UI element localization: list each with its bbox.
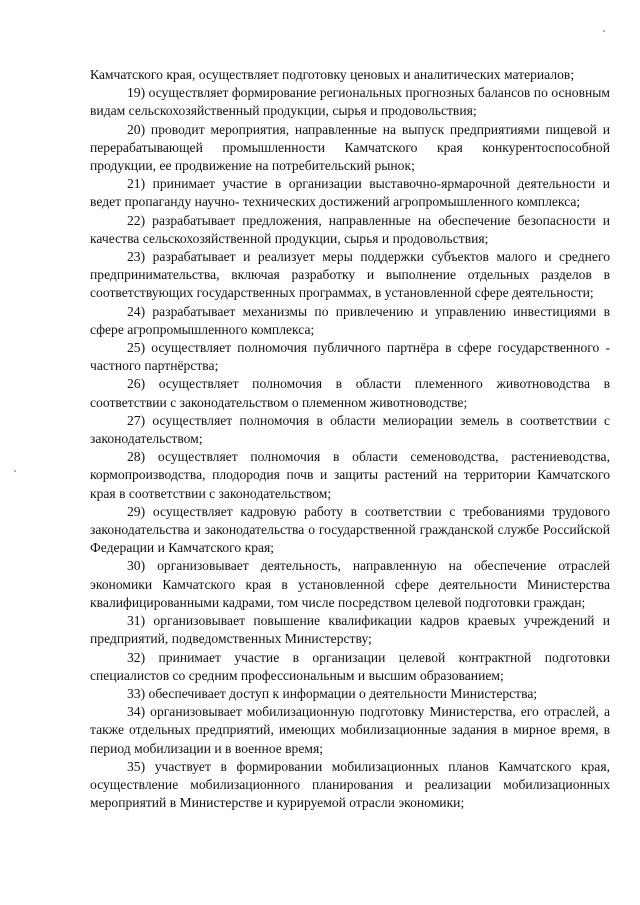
paragraph-item-19: 19) осуществляет формирование региональных прогнозных балансов по основным видам сельскохозяйственный продукции, сырья и продовольствия; — [90, 85, 610, 119]
paragraph-item-35: 35) участвует в формировании мобилизационных планов Камчатского края, осуществление мобилизационного планирования и реализации мобилизационных мероприятий в Министерстве и курируемой отрасли экономики; — [90, 758, 610, 811]
paragraph-item-21: 21) принимает участие в организации выставочно-ярмарочной деятельности и ведет пропаганду научно- технических достижений агропромышленного комплекса; — [90, 176, 610, 210]
paragraph-item-24: 24) разрабатывает механизмы по привлечению и управлению инвестициями в сфере агропромышленного комплекса; — [90, 303, 610, 337]
paragraph-item-30: 30) организовывает деятельность, направленную на обеспечение отраслей экономики Камчатского края в установленной сфере деятельности Министерства квалифицированными кадрами, том числе посредством целевой подготовки граждан; — [90, 558, 610, 610]
paragraph-item-26: 26) осуществляет полномочия в области племенного животноводства в соответствии с законодательством о племенном животноводстве; — [90, 376, 610, 410]
paragraph-item-34: 34) организовывает мобилизационную подготовку Министерства, его отраслей, а также отдельных предприятий, имеющих мобилизационные задания в мирное время, в период мобилизации и в военное время; — [90, 704, 610, 756]
paragraph-continuation: Камчатского края, осуществляет подготовку ценовых и аналитических материалов; — [90, 67, 575, 82]
paragraph-item-33: 33) обеспечивает доступ к информации о деятельности Министерства; — [127, 685, 538, 701]
paragraph-item-28: 28) осуществляет полномочия в области семеноводства, растениеводства, кормопроизводства, плодородия почв и защиты растений на территории Камчатского края в соответствии с законодательством; — [90, 449, 610, 501]
scan-speck — [14, 470, 16, 472]
paragraph-item-22: 22) разрабатывает предложения, направленные на обеспечение безопасности и качества сельскохозяйственной продукции, сырья и продовольствия; — [90, 212, 610, 246]
paragraph-item-20: 20) проводит мероприятия, направленные на выпуск предприятиями пищевой и перерабатывающей промышленности Камчатского края конкурентоспособной продукции, ее продвижение на потребительский рынок; — [90, 121, 610, 174]
paragraph-item-32: 32) принимает участие в организации целевой контрактной подготовки специалистов со средним профессиональным и высшим образованием; — [90, 649, 610, 683]
paragraph-item-23: 23) разрабатывает и реализует меры поддержки субъектов малого и среднего предпринимательства, включая разработку и выполнение отдельных разделов в соответствующих государственных программах, в установленной сфере деятельности; — [90, 249, 610, 301]
paragraph-item-27: 27) осуществляет полномочия в области мелиорации земель в соответствии с законодательством; — [90, 412, 610, 447]
paragraph-item-25: 25) осуществляет полномочия публичного партнёра в сфере государственного - частного партнёрства; — [90, 340, 610, 374]
scan-speck — [603, 30, 605, 32]
document-text — [90, 66, 610, 812]
paragraph-item-29: 29) осуществляет кадровую работу в соответствии с требованиями трудового законодательства и законодательства о государственной гражданской службе Российской Федерации и Камчатского края; — [90, 503, 610, 556]
paragraph-item-31: 31) организовывает повышение квалификации кадров краевых учреждений и предприятий, подведомственных Министерству; — [90, 613, 610, 647]
